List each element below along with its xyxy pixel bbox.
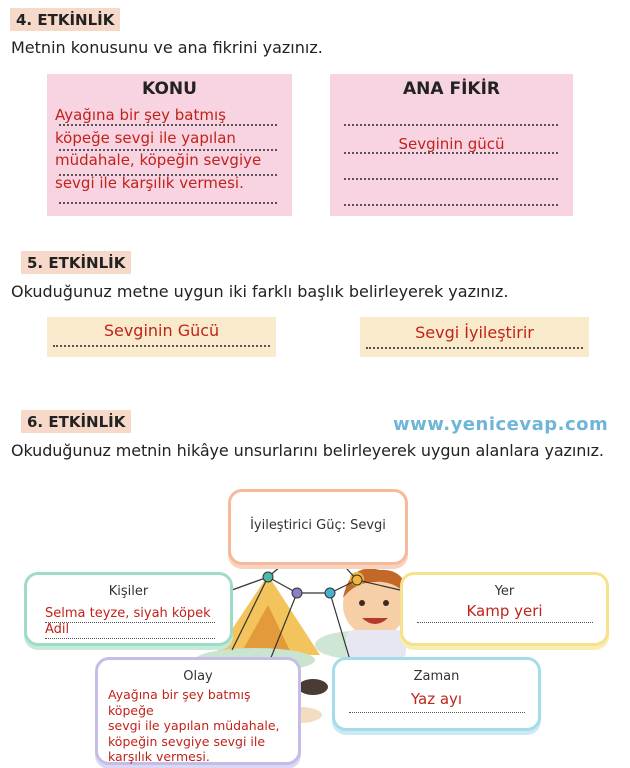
anafikir-line-3: [344, 178, 558, 180]
anafikir-line-4: [344, 204, 558, 206]
yer-answer: Kamp yeri: [466, 602, 543, 620]
konu-line-4: [59, 202, 277, 204]
center-card: [228, 489, 408, 565]
zaman-answer: Yaz ayı: [410, 690, 463, 708]
activity-6-instruction: Okuduğunuz metnin hikâye unsurlarını belirleyerek uygun alanlara yazınız.: [11, 441, 604, 460]
anafikir-title: ANA FİKİR: [403, 79, 500, 99]
child-shirt: [346, 630, 406, 660]
title-box-2: [360, 317, 589, 357]
konu-box: [47, 74, 292, 216]
yer-line: [417, 622, 593, 623]
title-line-1: [53, 345, 270, 347]
zaman-label: Zaman: [413, 669, 460, 684]
kisiler-line-1: [45, 622, 215, 623]
olay-label: Olay: [183, 669, 213, 684]
title-line-2: [366, 347, 583, 349]
dog-shape: [298, 679, 328, 695]
olay-answer-line: sevgi ile yapılan müdahale,: [108, 718, 280, 733]
activity-5-instruction: Okuduğunuz metne uygun iki farklı başlık belirleyerek yazınız.: [11, 282, 509, 301]
olay-answer: [108, 687, 298, 765]
olay-card: [95, 657, 301, 765]
center-card-label: İyileştirici Güç: Sevgi: [250, 518, 386, 533]
anafikir-box: [330, 74, 573, 216]
kisiler-label: Kişiler: [108, 584, 149, 599]
yer-label: Yer: [494, 584, 515, 599]
activity-6-tag: 6. ETKİNLİK: [21, 410, 131, 433]
node-dot: [325, 588, 335, 598]
watermark: www.yenicevap.com: [393, 414, 609, 435]
kisiler-card: [24, 572, 233, 646]
child-eye-right: [383, 600, 389, 606]
olay-answer-line: karşılık vermesi.: [108, 749, 210, 764]
konu-answer-line: köpeğe sevgi ile yapılan: [55, 128, 236, 147]
kisiler-answer-line: Selma teyze, siyah köpek: [45, 606, 211, 621]
child-eye-left: [359, 600, 365, 606]
konu-answer-line: sevgi ile karşılık vermesi.: [55, 173, 244, 192]
konu-answer: [55, 104, 290, 194]
node-dot: [352, 575, 362, 585]
activity-5-tag: 5. ETKİNLİK: [21, 251, 131, 274]
zaman-card: [332, 657, 541, 731]
olay-answer-line: Ayağına bir şey batmış köpeğe: [108, 687, 251, 718]
anafikir-line-1: [344, 124, 558, 126]
konu-answer-line: Ayağına bir şey batmış: [55, 106, 226, 124]
olay-answer-line: köpeğin sevgiye sevgi ile: [108, 733, 266, 749]
kisiler-line-2: [45, 638, 215, 639]
node-dot: [292, 588, 302, 598]
title-box-1: [47, 317, 276, 357]
anafikir-answer: Sevginin gücü: [398, 135, 505, 153]
kisiler-answer-line: Adil: [45, 622, 70, 637]
yer-card: [400, 572, 609, 646]
node-dot: [263, 572, 273, 582]
title-answer-1: Sevginin Gücü: [103, 321, 220, 340]
activity-4-instruction: Metnin konusunu ve ana fikrini yazınız.: [11, 38, 323, 57]
title-answer-2: Sevgi İyileştirir: [415, 323, 534, 342]
activity-4-tag: 4. ETKİNLİK: [10, 8, 120, 31]
zaman-line: [349, 712, 525, 713]
konu-title: KONU: [142, 79, 197, 99]
konu-answer-line: müdahale, köpeğin sevgiye: [55, 151, 262, 169]
